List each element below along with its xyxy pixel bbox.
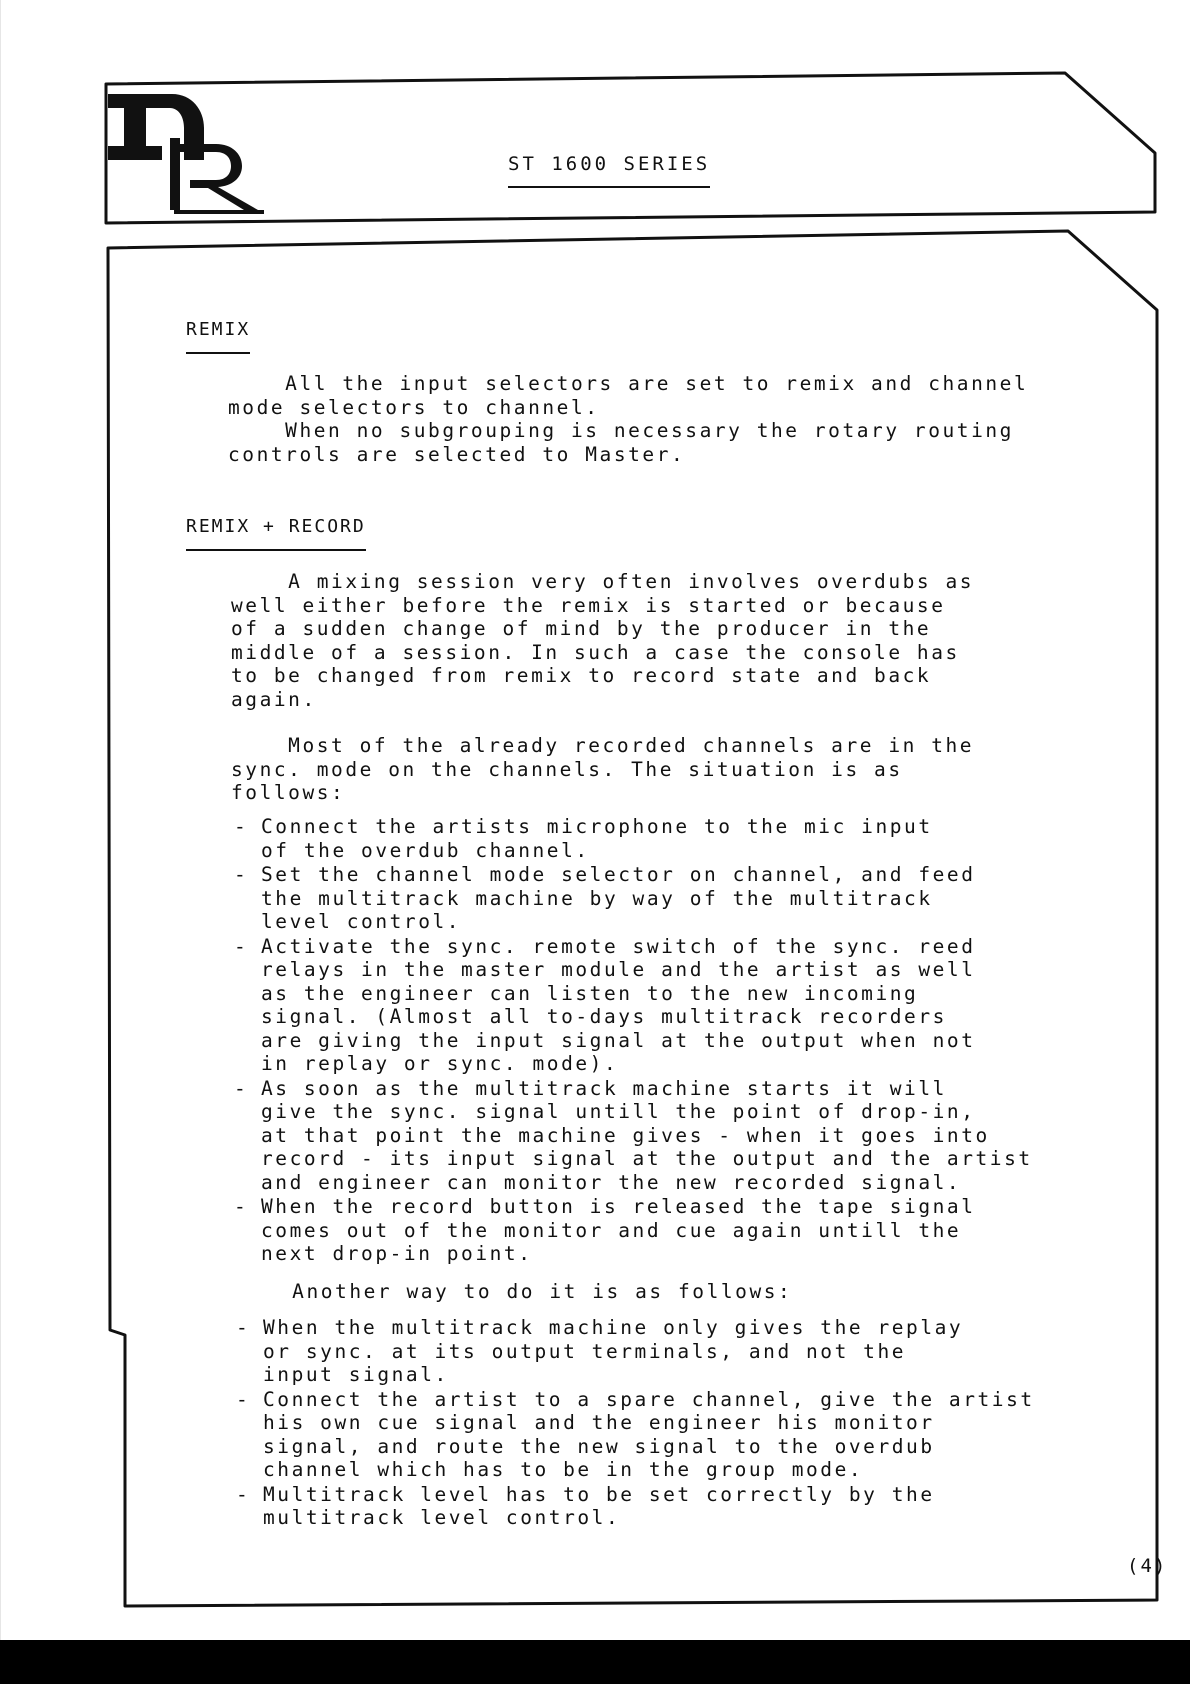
list-item: - Set the channel mode selector on channel, and feed the multitrack machine by way of the multitrack level control. (234, 863, 1033, 934)
list-item: - When the record button is released the tape signal comes out of the monitor and cue again untill the next drop-in point. (234, 1195, 1033, 1266)
document-title: ST 1600 SERIES (508, 152, 710, 188)
list-item: - As soon as the multitrack machine starts it will give the sync. signal untill the point of drop-in, at that point the machine gives - when it goes into record - its input signal at the output and the artist and engineer can monitor the new recorded signal. (234, 1077, 1033, 1195)
list-item: - Activate the sync. remote switch of the sync. reed relays in the master module and the artist as well as the engineer can listen to the new incoming signal. (Almost all to-days multitrack recorders are giving the input signal at the output when not in replay or sync. mode). (234, 935, 1033, 1076)
list-item: - Connect the artist to a spare channel, give the artist his own cue signal and the engineer his monitor signal, and route the new signal to the overdub channel which has to be in the group mode. (236, 1388, 1035, 1482)
list-item: - When the multitrack machine only gives the replay or sync. at its output terminals, and not the input signal. (236, 1316, 1035, 1387)
alternative-paragraph: Another way to do it is as follows: (235, 1280, 793, 1303)
remix-paragraph: All the input selectors are set to remix and channel mode selectors to channel. When no subgrouping is necessary the rotary routing controls are selected to Master. (228, 372, 1029, 466)
list-item: - Multitrack level has to be set correctly by the multitrack level control. (236, 1483, 1035, 1530)
list-item: - Connect the artists microphone to the mic input of the overdub channel. (234, 815, 1033, 862)
section-heading-remix-record: REMIX + RECORD (186, 515, 366, 551)
section-heading-remix: REMIX (186, 318, 250, 354)
dr-logo (108, 88, 266, 216)
procedure-list-2 (236, 1316, 1035, 1531)
remix-record-intro-paragraph: A mixing session very often involves overdubs as well either before the remix is started or because of a sudden change of mind by the producer in the middle of a session. In such a case the console has to be changed from remix to record state and back again. (231, 570, 975, 711)
procedure-list-1 (234, 815, 1033, 1267)
situation-paragraph: Most of the already recorded channels are in the sync. mode on the channels. The situation is as follows: (231, 734, 975, 804)
scan-bottom-band (0, 1640, 1190, 1684)
page-number: (4) (1127, 1555, 1168, 1577)
